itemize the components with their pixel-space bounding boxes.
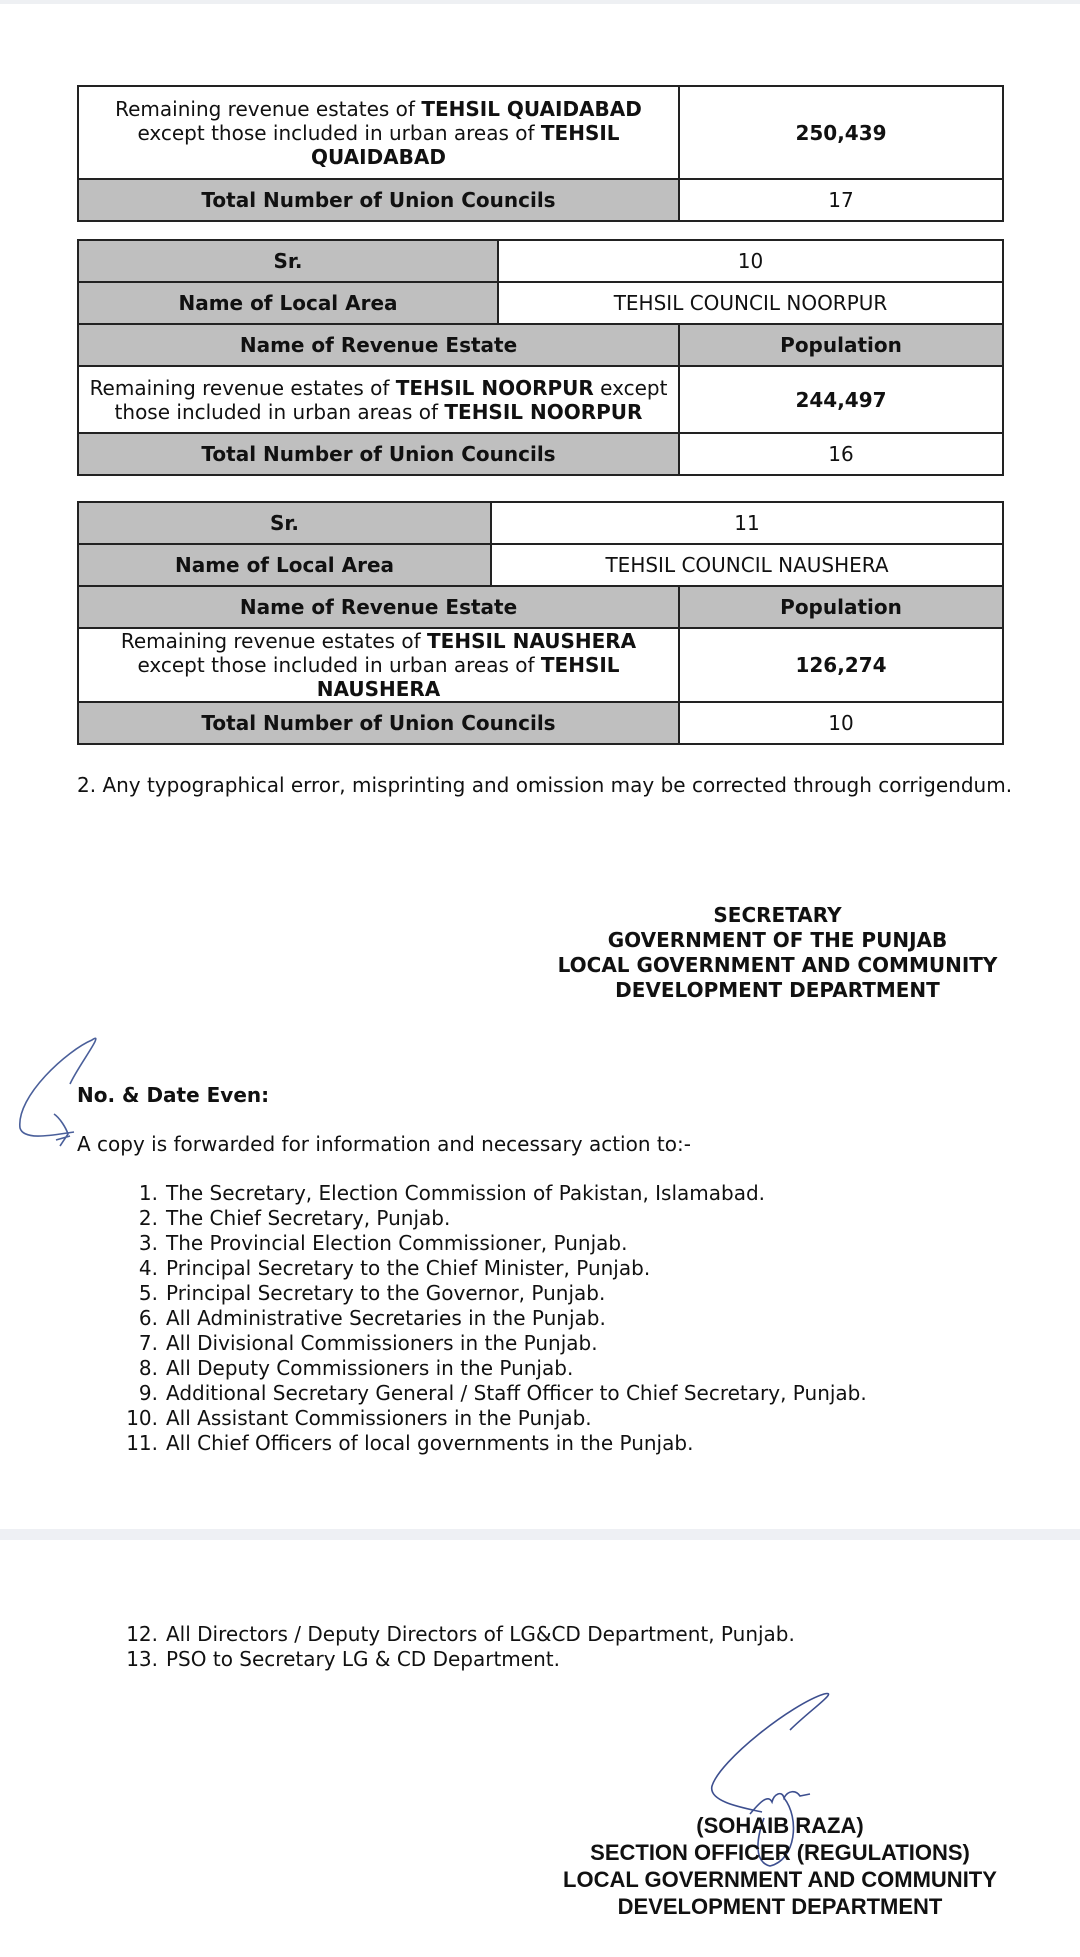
population-value: 126,274 (679, 628, 1003, 702)
local-area-row (78, 282, 1003, 324)
copy-list-number: 7. (138, 1331, 158, 1355)
sr-value: 10 (498, 240, 1003, 282)
copy-list-number: 4. (138, 1256, 158, 1280)
copy-list-number: 11. (126, 1431, 158, 1455)
copy-list-item (116, 1206, 867, 1231)
secretary-signature-block (550, 903, 1005, 1003)
corrigendum-note: 2. Any typographical error, misprinting and omission may be corrected through corrigendum. (77, 773, 1013, 797)
officer-name: (SOHAIB RAZA) (696, 1813, 864, 1838)
forwarding-text: A copy is forwarded for information and necessary action to:- (77, 1132, 691, 1156)
officer-title: SECTION OFFICER (REGULATIONS) (590, 1840, 970, 1865)
copy-list-number: 3. (138, 1231, 158, 1255)
union-councils-value: 10 (679, 702, 1003, 744)
union-councils-label: Total Number of Union Councils (78, 179, 679, 221)
sr-label: Sr. (78, 502, 491, 544)
population-value: 244,497 (679, 366, 1003, 433)
copy-list-number: 2. (138, 1206, 158, 1230)
population-value: 250,439 (679, 86, 1003, 179)
copy-list-item (116, 1622, 795, 1647)
copy-distribution-list (116, 1181, 867, 1456)
copy-list-item (116, 1431, 867, 1456)
copy-list-text: All Administrative Secretaries in the Punjab. (166, 1306, 606, 1330)
copy-list-text: All Directors / Deputy Directors of LG&CD Department, Punjab. (166, 1622, 795, 1646)
revenue-estate-header: Name of Revenue Estate (78, 586, 679, 628)
local-area-label: Name of Local Area (78, 282, 498, 324)
revenue-estate-row (78, 86, 1003, 179)
copy-list-text: PSO to Secretary LG & CD Department. (166, 1647, 560, 1671)
copy-list-text: Additional Secretary General / Staff Officer to Chief Secretary, Punjab. (166, 1381, 867, 1405)
union-councils-value: 17 (679, 179, 1003, 221)
local-area-table-naushera (77, 501, 1004, 745)
page-break (0, 1529, 1080, 1540)
sr-row (78, 240, 1003, 282)
local-area-table-noorpur (77, 239, 1004, 476)
copy-list-text: All Chief Officers of local governments in the Punjab. (166, 1431, 694, 1455)
secretary-department-line1: LOCAL GOVERNMENT AND COMMUNITY (557, 953, 998, 977)
copy-list-item (116, 1381, 867, 1406)
union-councils-row (78, 179, 1003, 221)
secretary-government: GOVERNMENT OF THE PUNJAB (607, 928, 948, 952)
population-header: Population (679, 324, 1003, 366)
secretary-department-line2: DEVELOPMENT DEPARTMENT (615, 978, 940, 1002)
copy-list-text: Principal Secretary to the Chief Minister, Punjab. (166, 1256, 651, 1280)
copy-list-item (116, 1231, 867, 1256)
copy-list-text: All Deputy Commissioners in the Punjab. (166, 1356, 574, 1380)
copy-list-item (116, 1181, 867, 1206)
column-header-row (78, 324, 1003, 366)
revenue-estate-cell: Remaining revenue estates of TEHSIL NAUSHERA except those included in urban areas of TEHSIL NAUSHERA (78, 628, 679, 702)
copy-list-item (116, 1356, 867, 1381)
column-header-row (78, 586, 1003, 628)
revenue-estate-header: Name of Revenue Estate (78, 324, 679, 366)
local-area-value: TEHSIL COUNCIL NAUSHERA (491, 544, 1003, 586)
population-header: Population (679, 586, 1003, 628)
sr-row (78, 502, 1003, 544)
copy-list-item (116, 1406, 867, 1431)
local-area-label: Name of Local Area (78, 544, 491, 586)
local-area-row (78, 544, 1003, 586)
copy-list-item (116, 1256, 867, 1281)
secretary-title: SECRETARY (713, 903, 842, 927)
local-area-table-quaidabad (77, 85, 1004, 222)
copy-list-text: The Provincial Election Commissioner, Punjab. (166, 1231, 628, 1255)
copy-list-number: 9. (138, 1381, 158, 1405)
copy-list-number: 6. (138, 1306, 158, 1330)
number-and-date-heading: No. & Date Even: (77, 1083, 270, 1107)
union-councils-row (78, 702, 1003, 744)
sr-value: 11 (491, 502, 1003, 544)
union-councils-label: Total Number of Union Councils (78, 433, 679, 475)
viewer-top-edge (0, 0, 1080, 4)
revenue-estate-cell: Remaining revenue estates of TEHSIL QUAIDABAD except those included in urban areas of TEHSIL QUAIDABAD (78, 86, 679, 179)
copy-distribution-list-continued (116, 1622, 795, 1672)
copy-list-text: Principal Secretary to the Governor, Punjab. (166, 1281, 606, 1305)
copy-list-number: 8. (138, 1356, 158, 1380)
copy-list-text: The Secretary, Election Commission of Pakistan, Islamabad. (166, 1181, 766, 1205)
union-councils-value: 16 (679, 433, 1003, 475)
sr-label: Sr. (78, 240, 498, 282)
copy-list-item (116, 1331, 867, 1356)
section-officer-signature-block (545, 1812, 1015, 1920)
copy-list-number: 1. (138, 1181, 158, 1205)
copy-list-text: The Chief Secretary, Punjab. (166, 1206, 451, 1230)
union-councils-label: Total Number of Union Councils (78, 702, 679, 744)
revenue-estate-cell: Remaining revenue estates of TEHSIL NOORPUR except those included in urban areas of TEHSIL NOORPUR (78, 366, 679, 433)
copy-list-item (116, 1647, 795, 1672)
copy-list-text: All Divisional Commissioners in the Punjab. (166, 1331, 598, 1355)
copy-list-number: 5. (138, 1281, 158, 1305)
copy-list-item (116, 1306, 867, 1331)
officer-department-line1: LOCAL GOVERNMENT AND COMMUNITY (563, 1867, 997, 1892)
copy-list-text: All Assistant Commissioners in the Punjab. (166, 1406, 592, 1430)
copy-list-item (116, 1281, 867, 1306)
copy-list-number: 10. (126, 1406, 158, 1430)
union-councils-row (78, 433, 1003, 475)
officer-department-line2: DEVELOPMENT DEPARTMENT (617, 1894, 943, 1919)
copy-list-number: 12. (126, 1622, 158, 1646)
copy-list-number: 13. (126, 1647, 158, 1671)
revenue-estate-row (78, 628, 1003, 702)
local-area-value: TEHSIL COUNCIL NOORPUR (498, 282, 1003, 324)
revenue-estate-row (78, 366, 1003, 433)
